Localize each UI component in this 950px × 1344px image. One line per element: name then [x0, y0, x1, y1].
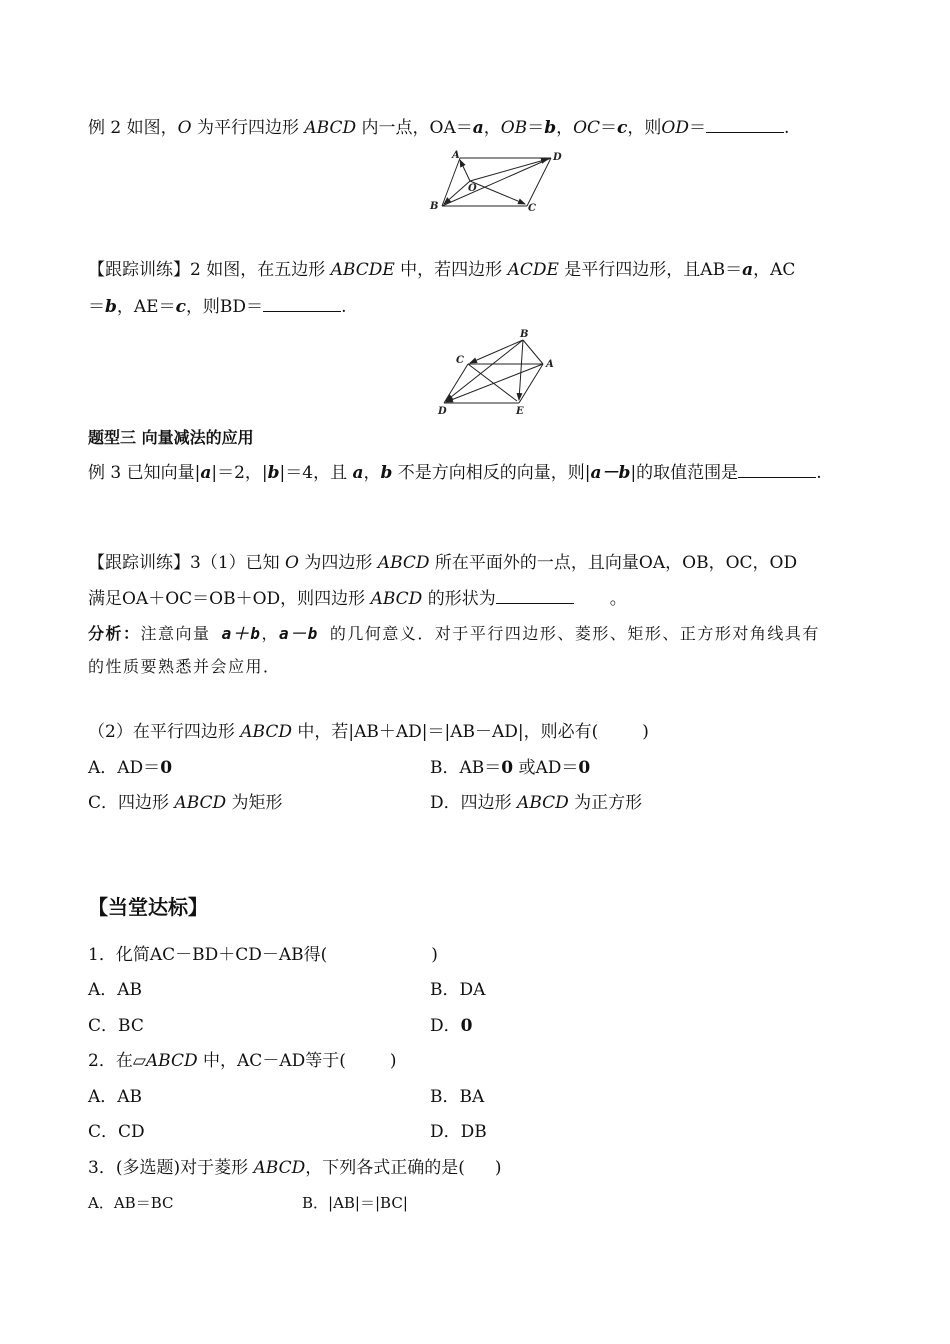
var-abcde: ABCDE	[330, 260, 395, 280]
text: A．AD＝	[88, 758, 161, 778]
text: |的取值范围是	[630, 463, 739, 483]
question-3-2-option-b[interactable]	[430, 757, 590, 779]
var-o: O	[177, 118, 192, 138]
var-abcd: ABCD	[240, 722, 292, 742]
vec-c: c	[617, 118, 628, 138]
vector-od	[470, 159, 548, 181]
answer-blank[interactable]	[706, 116, 784, 133]
label-e: E	[516, 406, 524, 416]
edge-ea	[519, 364, 543, 403]
label-o: O	[468, 183, 477, 194]
practice-q1-option-d[interactable]	[430, 1015, 472, 1037]
text: 内一点，OA＝	[356, 118, 473, 138]
zero-vector: 0	[160, 758, 173, 778]
zero-vector: 0	[578, 758, 591, 778]
analysis-line-2: 的性质要熟悉并会应用．	[88, 657, 281, 676]
text: C．四边形	[88, 793, 175, 813]
text: ，	[556, 118, 574, 138]
text: 中，若|AB＋AD|＝|AB－AD|，则必有(	[291, 722, 599, 742]
answer-blank[interactable]	[496, 587, 574, 604]
vec-a-minus-b: a－b	[278, 624, 319, 643]
section-3-title: 题型三 向量减法的应用	[88, 428, 254, 447]
text: ，下列各式正确的是(	[305, 1158, 465, 1178]
practice-q2-option-d[interactable]: D．DB	[430, 1122, 487, 1142]
text: 2．在	[88, 1051, 133, 1071]
practice-q2-option-b[interactable]: B．BA	[430, 1087, 485, 1107]
zero-vector: 0	[501, 758, 514, 778]
answer-blank[interactable]	[263, 295, 341, 312]
practice-q1-option-b[interactable]: B．DA	[430, 980, 486, 1000]
text: ，	[261, 624, 279, 643]
text: 为平行四边形	[191, 118, 305, 138]
vector-oc	[470, 181, 525, 204]
label-a: A	[546, 359, 554, 370]
edge-ba	[523, 340, 543, 364]
figure-parallelogram-o	[420, 146, 570, 218]
text: 的几何意义．对于平行四边形、菱形、矩形、正方形对角线具有	[318, 624, 820, 643]
text: )	[431, 945, 438, 965]
var-parallelogram-abcd: ▱ABCD	[132, 1051, 198, 1071]
label-c: C	[456, 355, 464, 366]
text: ，AE＝	[116, 297, 176, 317]
diagonal-ce	[468, 364, 517, 401]
text: 注意向量	[140, 624, 222, 643]
practice-title: 【当堂达标】	[88, 895, 208, 919]
diagonal-bd	[442, 158, 551, 206]
var-abcd: ABCD	[517, 793, 569, 813]
text: .	[783, 118, 790, 138]
practice-q1-stem	[88, 944, 438, 966]
track-2-line-2	[88, 295, 346, 318]
vec-b: b	[544, 118, 557, 138]
practice-q3-stem	[88, 1157, 502, 1179]
analysis-label: 分析：	[88, 624, 141, 643]
answer-blank[interactable]	[738, 461, 816, 478]
practice-q1-option-a[interactable]: A．AB	[88, 980, 143, 1000]
label-b: B	[430, 201, 439, 212]
text: )	[642, 722, 649, 742]
text: B．AB＝	[430, 758, 502, 778]
text: )	[494, 1158, 502, 1178]
track-3-line-1	[88, 552, 797, 574]
text: 例 3 已知向量|	[88, 463, 201, 483]
vec-a: a	[742, 260, 754, 280]
text: 或AD＝	[513, 758, 579, 778]
example-2-stem	[88, 116, 789, 139]
vector-ad	[446, 364, 543, 402]
text: ，AC	[753, 260, 796, 280]
practice-q3-option-a[interactable]: A．AB＝BC	[88, 1194, 174, 1212]
practice-q1-option-c[interactable]: C．BC	[88, 1016, 144, 1036]
text: 满足OA＋OC＝OB＋OD，则四边形	[88, 589, 371, 609]
vector-be	[519, 340, 523, 400]
text: 中，AC－AD等于(	[197, 1051, 346, 1071]
var-abcd: ABCD	[253, 1158, 306, 1178]
label-a: A	[452, 150, 460, 161]
text: 1．化简AC－BD＋CD－AB得(	[88, 945, 328, 965]
var-abcd: ABCD	[370, 589, 423, 609]
example-3-stem	[88, 461, 822, 484]
text: 为正方形	[568, 793, 643, 813]
text: ＝	[600, 118, 618, 138]
label-d: D	[438, 406, 447, 416]
text: ，	[363, 463, 381, 483]
question-3-2-option-d[interactable]	[430, 792, 642, 814]
var-o: O	[285, 553, 299, 573]
text: 例 2 如图，	[88, 118, 178, 138]
analysis-line-1	[88, 623, 820, 645]
text: 。	[609, 589, 627, 609]
figure-pentagon	[432, 326, 562, 416]
text: 为矩形	[226, 793, 283, 813]
track-3-line-2	[88, 587, 627, 610]
text: )	[389, 1051, 397, 1071]
practice-q2-option-a[interactable]: A．AB	[88, 1087, 143, 1107]
question-3-2-stem	[88, 721, 649, 743]
text: （2）在平行四边形	[88, 722, 241, 742]
text: 所在平面外的一点，且向量OA，OB，OC，OD	[429, 553, 798, 573]
label-b: B	[520, 329, 529, 340]
vector-ob	[444, 181, 470, 204]
vec-a: a	[352, 463, 364, 483]
vec-a-plus-b: a＋b	[221, 624, 262, 643]
text: ，则BD＝	[185, 297, 264, 317]
vec-b: b	[267, 463, 280, 483]
vec-a: a	[200, 463, 212, 483]
label-c: C	[528, 203, 536, 214]
text: ，则	[627, 118, 662, 138]
text: ＝	[88, 297, 105, 317]
vec-a-minus-b: a－b	[590, 463, 631, 483]
text: D．	[430, 1016, 461, 1036]
practice-q2-option-c[interactable]: C．CD	[88, 1122, 145, 1142]
var-oc: OC	[573, 118, 601, 138]
text: 的形状为	[422, 589, 496, 609]
vector-oa	[460, 160, 470, 181]
edge-cd	[444, 364, 468, 403]
zero-vector: 0	[460, 1016, 473, 1036]
practice-q3-option-b[interactable]: B．|AB|＝|BC|	[302, 1194, 408, 1212]
text: |＝2，|	[211, 463, 268, 483]
vector-bc	[470, 340, 523, 363]
text: 【跟踪训练】3（1）已知	[88, 553, 286, 573]
text: |＝4，且	[279, 463, 353, 483]
text: .	[341, 297, 347, 317]
vector-bd	[446, 340, 523, 401]
var-abcd: ABCD	[377, 553, 430, 573]
text: 3．(多选题)对于菱形	[88, 1158, 254, 1178]
question-3-2-option-a[interactable]	[88, 757, 172, 779]
text: 为四边形	[298, 553, 378, 573]
text: 中，若四边形	[394, 260, 508, 280]
vec-b: b	[380, 463, 393, 483]
var-od: OD	[661, 118, 689, 138]
text: ＝	[527, 118, 545, 138]
text: ，	[483, 118, 501, 138]
text: 不是方向相反的向量，则|	[392, 463, 591, 483]
question-3-2-option-c[interactable]	[88, 792, 283, 814]
vec-b: b	[105, 297, 117, 317]
text: 【跟踪训练】2 如图，在五边形	[88, 260, 331, 280]
track-2-line-1	[88, 259, 795, 281]
vec-c: c	[175, 297, 186, 317]
text: ＝	[688, 118, 706, 138]
edge-cd	[527, 158, 551, 206]
var-ob: OB	[500, 118, 528, 138]
var-abcd: ABCD	[304, 118, 357, 138]
label-d: D	[553, 152, 562, 163]
text: D．四边形	[430, 793, 518, 813]
vec-a: a	[472, 118, 484, 138]
text: 是平行四边形，且AB＝	[558, 260, 743, 280]
var-acde: ACDE	[507, 260, 559, 280]
practice-q2-stem	[88, 1050, 397, 1072]
var-abcd: ABCD	[174, 793, 227, 813]
text: .	[816, 463, 822, 483]
